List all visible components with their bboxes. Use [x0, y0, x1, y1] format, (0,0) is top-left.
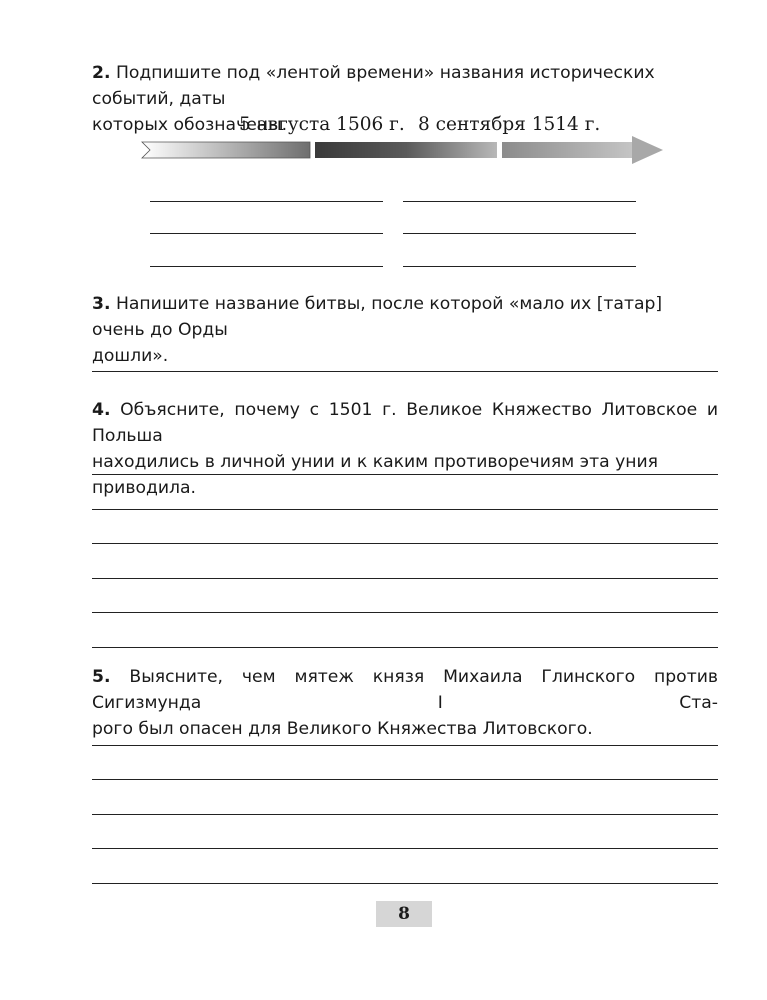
- answer-line[interactable]: [150, 233, 383, 234]
- task-2-line-1: 2. Подпишите под «лентой времени» названия исторических событий, даты: [92, 63, 655, 109]
- answer-line[interactable]: [92, 578, 718, 579]
- task-5-line-1: 5. Выясните, чем мятеж князя Михаила Глинского против Сигизмунда I Ста-: [92, 667, 719, 713]
- task-4: [92, 397, 718, 501]
- answer-line[interactable]: [403, 201, 636, 202]
- task-4-line-1: 4. Объясните, почему с 1501 г. Великое Княжество Литовское и Польша: [92, 400, 718, 446]
- task-5: [92, 664, 718, 742]
- answer-line[interactable]: [92, 371, 718, 372]
- answer-line[interactable]: [92, 848, 718, 849]
- task-2-number: 2.: [92, 63, 111, 83]
- answer-line[interactable]: [92, 745, 718, 746]
- task-4-number: 4.: [92, 400, 111, 420]
- timeline-arrow: [140, 130, 670, 172]
- timeline-segment-1: [142, 142, 310, 158]
- answer-line[interactable]: [92, 543, 718, 544]
- answer-line[interactable]: [403, 233, 636, 234]
- timeline-date-2: 8 сентября 1514 г.: [418, 114, 601, 135]
- task-4-line-2: находились в личной унии и к каким противоречиям эта уния приводила.: [92, 452, 659, 498]
- task-3: [92, 291, 718, 369]
- answer-line[interactable]: [92, 883, 718, 884]
- timeline-segment-3: [502, 136, 663, 164]
- task-3-line-2: дошли».: [92, 346, 169, 366]
- task-3-number: 3.: [92, 294, 111, 314]
- task-3-line-1: 3. Напишите название битвы, после которой «мало их [татар] очень до Орды: [92, 294, 663, 340]
- answer-line[interactable]: [92, 612, 718, 613]
- answer-line[interactable]: [92, 814, 718, 815]
- answer-line[interactable]: [150, 201, 383, 202]
- task-5-number: 5.: [92, 667, 111, 687]
- answer-line[interactable]: [92, 647, 718, 648]
- page-number: 8: [376, 901, 432, 927]
- task-2-line-2: которых обозначены.: [92, 115, 288, 135]
- answer-line[interactable]: [403, 266, 636, 267]
- timeline-date-1: 5 августа 1506 г.: [239, 114, 405, 135]
- task-2: [92, 60, 718, 138]
- answer-line[interactable]: [92, 509, 718, 510]
- answer-line[interactable]: [150, 266, 383, 267]
- answer-line[interactable]: [92, 474, 718, 475]
- task-5-line-2: рого был опасен для Великого Княжества Литовского.: [92, 719, 593, 739]
- timeline-segment-2: [315, 142, 497, 158]
- answer-line[interactable]: [92, 779, 718, 780]
